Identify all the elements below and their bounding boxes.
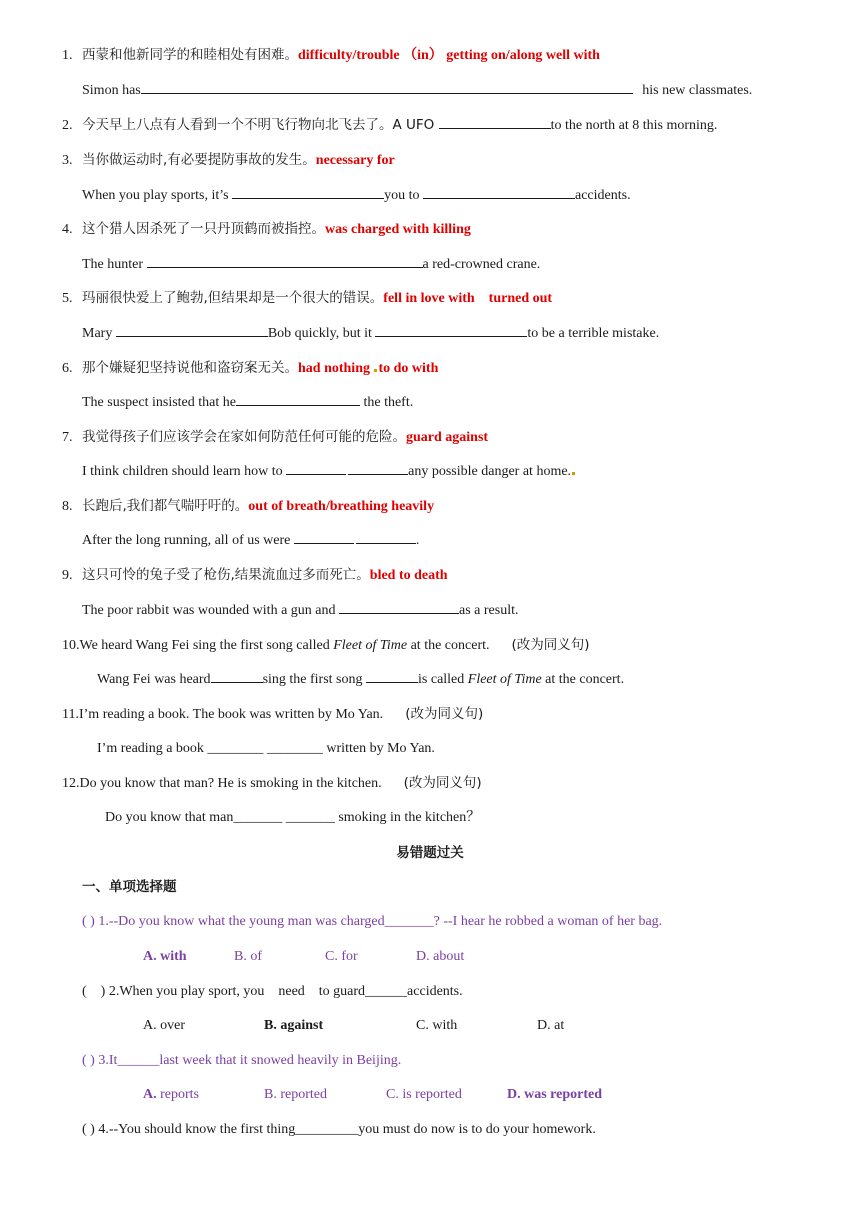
answer-blank[interactable] <box>356 531 416 544</box>
mc-question-2: ( ) 2.When you play sport, you need to guard______accidents. <box>82 984 463 999</box>
answer-text: to do with <box>378 361 439 376</box>
answer-blank[interactable] <box>339 601 459 614</box>
sentence-text: I’m reading a book. The book was written by Mo Yan. <box>78 707 384 722</box>
question-5-sentence <box>82 324 659 342</box>
sentence-text: Wang Fei was heard <box>97 672 211 687</box>
question-2 <box>62 116 717 134</box>
answer-blank[interactable] <box>375 324 527 337</box>
answer-blank[interactable] <box>439 116 551 129</box>
instruction-tag: (改为同义句) <box>405 706 484 722</box>
question-1-sentence <box>82 81 752 99</box>
part-title: 一、单项选择题 <box>82 879 177 895</box>
sentence-text: Mary <box>82 326 116 341</box>
answer-text: difficulty/trouble （in） getting on/along well with <box>298 48 600 63</box>
sentence-text: the theft. <box>359 395 414 410</box>
answer-blank[interactable] <box>236 393 360 406</box>
sentence-text: his new classmates. <box>638 83 753 98</box>
sentence-text: The hunter <box>82 257 147 272</box>
sentence-text: After the long running, all of us were <box>82 533 294 548</box>
question-9-sentence <box>82 601 518 619</box>
question-9 <box>62 566 448 584</box>
answer-text: guard against <box>406 430 489 445</box>
question-11-sentence[interactable]: I’m reading a book ________ ________ written by Mo Yan. <box>97 741 435 756</box>
question-6 <box>62 359 438 377</box>
answer-blank[interactable] <box>232 186 384 199</box>
sentence-text: I think children should learn how to <box>82 464 287 479</box>
sentence-text: When you play sports, it’s <box>82 188 233 203</box>
question-number: 3. <box>62 153 73 168</box>
question-number: 9. <box>62 568 73 583</box>
instruction-tag: (改为同义句) <box>403 775 482 791</box>
sentence-text: accidents. <box>575 188 631 203</box>
sentence-text: sing the first song <box>262 672 367 687</box>
question-number: 10. <box>62 638 80 653</box>
sentence-text: to the north at 8 this morning. <box>550 118 718 133</box>
question-number: 5. <box>62 291 73 306</box>
mc-question-1: ( ) 1.--Do you know what the young man was charged_______? --I hear he robbed a woman of her bag. <box>82 914 663 929</box>
chinese-prompt: 这只可怜的兔子受了枪伤,结果流血过多而死亡。 <box>82 567 370 583</box>
answer-blank[interactable] <box>141 81 633 94</box>
option-d[interactable]: D. at <box>537 1018 565 1033</box>
answer-text: necessary for <box>315 153 395 168</box>
question-number: 4. <box>62 222 73 237</box>
question-number: 2. <box>62 118 73 133</box>
question-12 <box>62 774 482 792</box>
instruction-tag: (改为同义句) <box>511 637 590 653</box>
question-number: 1. <box>62 48 73 63</box>
chinese-prompt: 这个猎人因杀死了一只丹顶鹤而被指控。 <box>82 221 325 237</box>
question-8-sentence <box>82 531 419 549</box>
question-12-sentence[interactable]: Do you know that man_______ _______ smoking in the kitchen？ <box>105 810 481 825</box>
option-d[interactable]: D. was reported <box>507 1087 603 1102</box>
sentence-text: is called <box>418 672 468 687</box>
option-c[interactable]: C. with <box>416 1018 458 1033</box>
question-7-sentence <box>82 462 576 480</box>
question-number: 7. <box>62 430 73 445</box>
chinese-prompt: 今天早上八点有人看到一个不明飞行物向北飞去了。A UFO <box>82 117 439 133</box>
sentence-text: any possible danger at home. <box>408 464 572 479</box>
answer-text: fell in love with turned out <box>383 291 553 306</box>
sentence-text: at the concert. <box>407 638 490 653</box>
question-11 <box>62 705 483 723</box>
section-title: 易错题过关 <box>396 845 464 861</box>
question-4-sentence <box>82 255 540 273</box>
question-3 <box>62 151 395 169</box>
sentence-text: you to <box>384 188 423 203</box>
sentence-text: at the concert. <box>541 672 625 687</box>
sentence-text: The suspect insisted that he <box>82 395 236 410</box>
question-5 <box>62 289 552 307</box>
sentence-text: Simon has <box>82 83 141 98</box>
question-4 <box>62 220 471 238</box>
sentence-text: a red-crowned crane. <box>422 257 541 272</box>
question-6-sentence <box>82 393 413 411</box>
answer-text: bled to death <box>369 568 448 583</box>
sentence-text: We heard Wang Fei sing the first song called <box>79 638 334 653</box>
answer-text: was charged with killing <box>325 222 471 237</box>
question-number: 6. <box>62 361 73 376</box>
answer-blank[interactable] <box>294 531 354 544</box>
song-title: Fleet of Time <box>333 638 408 653</box>
mc-question-4: ( ) 4.--You should know the first thing_________you must do now is to do your homework. <box>82 1122 596 1137</box>
question-8 <box>62 497 434 515</box>
option-a[interactable]: A. reports <box>143 1087 200 1102</box>
question-number: 8. <box>62 499 73 514</box>
answer-blank[interactable] <box>348 462 408 475</box>
sentence-text: Bob quickly, but it <box>267 326 376 341</box>
mc-question-3: ( ) 3.It______last week that it snowed heavily in Beijing. <box>82 1053 402 1068</box>
chinese-prompt: 当你做运动时,有必要提防事故的发生。 <box>82 152 316 168</box>
question-number: 12. <box>62 776 80 791</box>
option-c[interactable]: C. is reported <box>386 1087 462 1102</box>
answer-blank[interactable] <box>366 670 418 683</box>
option-a[interactable]: A. over <box>143 1018 185 1033</box>
question-3-sentence <box>82 186 631 204</box>
answer-blank[interactable] <box>286 462 346 475</box>
answer-blank[interactable] <box>211 670 263 683</box>
answer-text: out of breath/breathing heavily <box>248 499 435 514</box>
song-title: Fleet of Time <box>467 672 542 687</box>
sentence-text: Do you know that man? He is smoking in the kitchen. <box>79 776 382 791</box>
answer-blank[interactable] <box>116 324 268 337</box>
option-b[interactable]: B. against <box>264 1018 324 1033</box>
answer-blank[interactable] <box>147 255 423 268</box>
answer-blank[interactable] <box>423 186 575 199</box>
question-10 <box>62 636 590 654</box>
sentence-text: as a result. <box>459 603 519 618</box>
chinese-prompt: 我觉得孩子们应该学会在家如何防范任何可能的危险。 <box>82 429 406 445</box>
sentence-text: The poor rabbit was wounded with a gun and <box>82 603 339 618</box>
option-c[interactable]: C. for <box>325 949 358 964</box>
chinese-prompt: 长跑后,我们都气喘吁吁的。 <box>82 498 249 514</box>
option-d[interactable]: D. about <box>416 949 465 964</box>
question-number: 11. <box>62 707 79 722</box>
option-b[interactable]: B. reported <box>264 1087 327 1102</box>
question-1 <box>62 46 600 64</box>
question-10-sentence <box>97 670 624 688</box>
chinese-prompt: 那个嫌疑犯坚持说他和盗窃案无关。 <box>82 360 298 376</box>
option-a[interactable]: A. with <box>143 949 187 964</box>
sentence-text: . <box>415 533 420 548</box>
answer-text: had nothing <box>298 361 374 376</box>
chinese-prompt: 西蒙和他新同学的和睦相处有困难。 <box>82 47 298 63</box>
mark-icon <box>572 472 575 475</box>
sentence-text: to be a terrible mistake. <box>527 326 660 341</box>
question-7 <box>62 428 488 446</box>
chinese-prompt: 玛丽很快爱上了鲍勃,但结果却是一个很大的错误。 <box>82 290 384 306</box>
option-b[interactable]: B. of <box>234 949 262 964</box>
